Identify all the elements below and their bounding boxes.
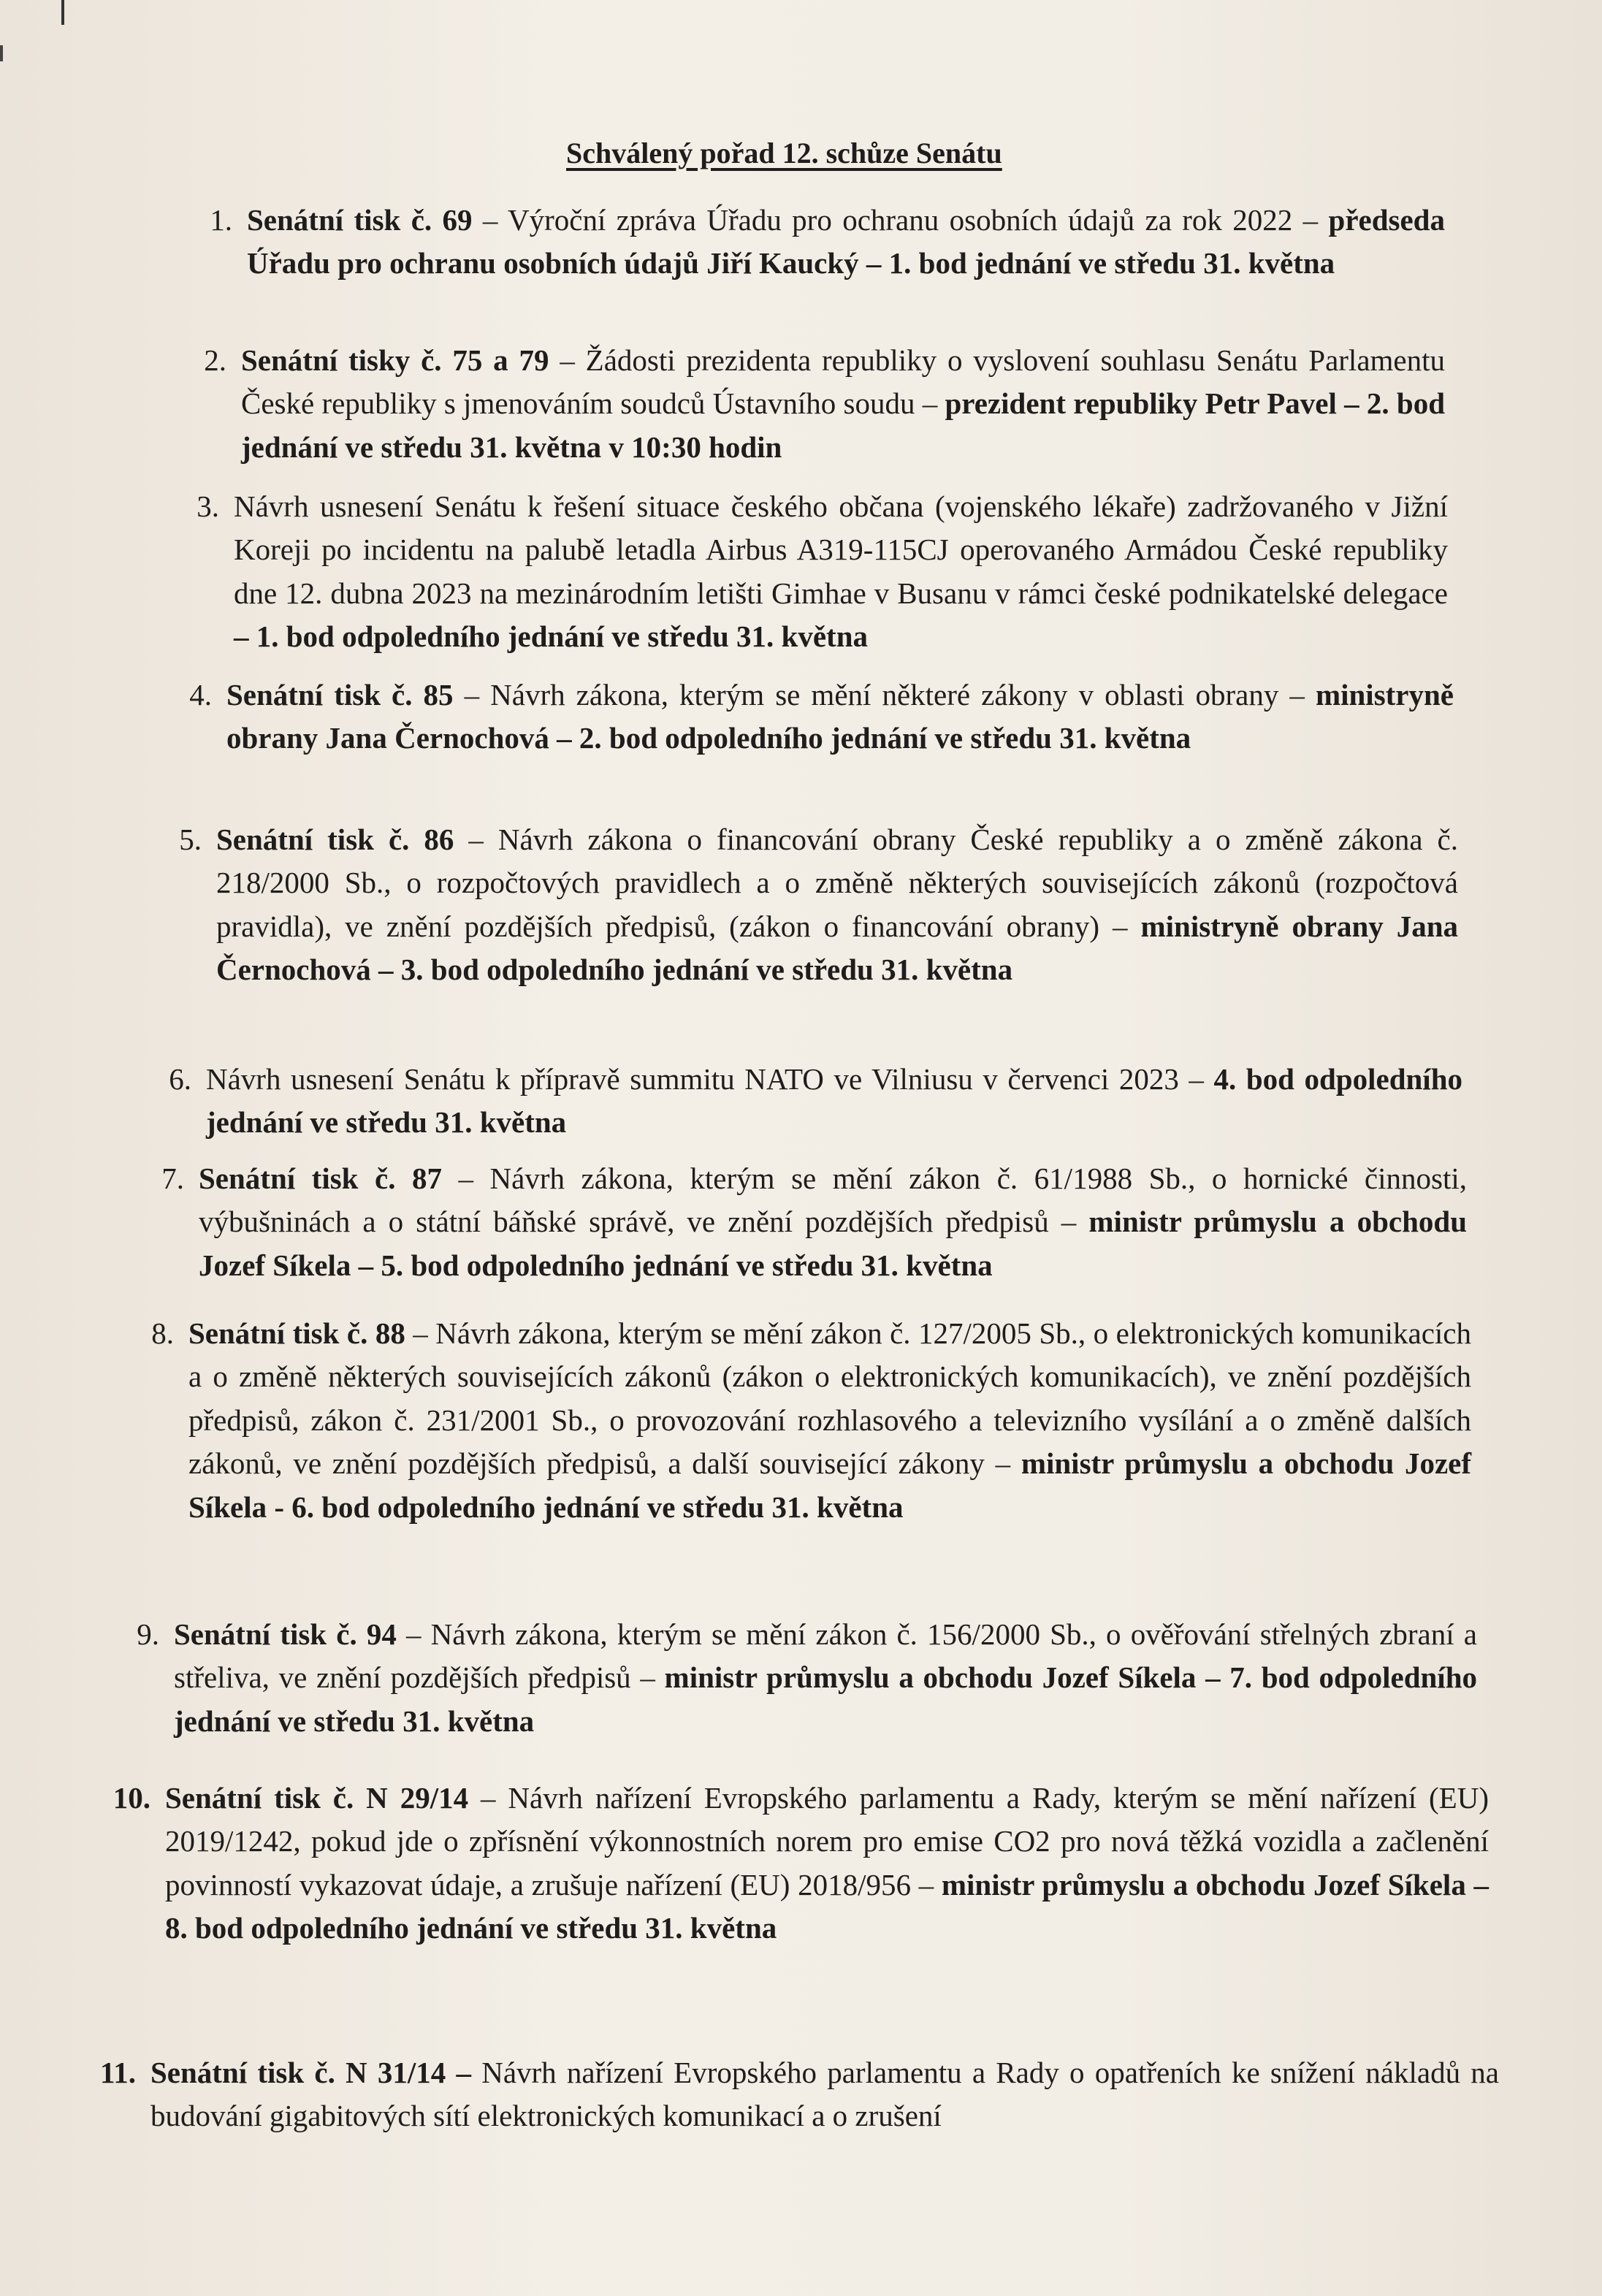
- item-text: [165, 1777, 1489, 1950]
- item-presenter: předseda Úřadu pro ochranu osobních údajů Jiří Kaucký – 1. bod jednání ve středu 31. května: [247, 203, 1445, 281]
- item-number: 9.: [137, 1617, 159, 1651]
- agenda-item-1: [210, 199, 1445, 286]
- item-presenter: ministryně obrany Jana Černochová – 2. bod odpoledního jednání ve středu 31. května: [226, 678, 1454, 755]
- item-description: – Návrh nařízení Evropského parlamentu a Rady, kterým se mění nařízení (EU) 2019/1242, pokud jde o zpřísnění výkonnostních norem pro emise CO2 pro nová těžká vozidla a začlenění povinností vykazovat údaje, a zrušuje nařízení (EU) 2018/956 –: [165, 1781, 1489, 1902]
- item-number: 3.: [197, 489, 219, 523]
- item-text: [226, 674, 1454, 760]
- agenda-item-3: [197, 485, 1448, 659]
- item-presenter: ministr průmyslu a obchodu Jozef Síkela - 6. bod odpoledního jednání ve středu 31. května: [188, 1446, 1471, 1524]
- item-number: 11.: [100, 2056, 136, 2089]
- item-presenter: prezident republiky Petr Pavel – 2. bod jednání ve středu 31. května v 10:30 hodin: [241, 386, 1445, 464]
- item-description: – Žádosti prezidenta republiky o vyslovení souhlasu Senátu Parlamentu České republiky s jmenováním soudců Ústavního soudu –: [241, 343, 1445, 421]
- item-description: – Návrh zákona o financování obrany České republiky a o změně zákona č. 218/2000 Sb., o rozpočtových pravidlech a o změně některých souvisejících zákonů (rozpočtová pravidla), ve znění pozdějších předpisů, (zákon o financování obrany) –: [216, 823, 1458, 943]
- print-reference: Senátní tisk č. 69: [247, 203, 473, 237]
- agenda-item-11: [100, 2051, 1499, 2138]
- item-presenter: 4. bod odpoledního jednání ve středu 31. května: [206, 1062, 1462, 1140]
- agenda-item-6: [169, 1058, 1462, 1145]
- item-number: 5.: [179, 823, 202, 856]
- print-reference: Senátní tisk č. 86: [216, 823, 454, 856]
- item-text: [247, 199, 1445, 286]
- item-number: 4.: [189, 678, 212, 712]
- item-number: 7.: [161, 1162, 184, 1195]
- item-number: 6.: [169, 1062, 191, 1096]
- item-presenter: ministryně obrany Jana Černochová – 3. bod odpoledního jednání ve středu 31. května: [216, 909, 1458, 987]
- print-reference: Senátní tisk č. N 29/14: [165, 1781, 469, 1815]
- item-description: Návrh usnesení Senátu k přípravě summitu NATO ve Vilniusu v červenci 2023 –: [206, 1062, 1214, 1096]
- print-reference: Senátní tisk č. 88: [188, 1316, 405, 1350]
- item-text: [216, 818, 1458, 992]
- item-presenter: ministr průmyslu a obchodu Jozef Síkela – 5. bod odpoledního jednání ve středu 31. května: [199, 1205, 1467, 1282]
- item-description: – Návrh zákona, kterým se mění zákon č. 127/2005 Sb., o elektronických komunikacích a o změně některých souvisejících zákonů (zákon o elektronických komunikacích), ve znění pozdějších předpisů, zákon č. 231/2001 Sb., o provozování rozhlasového a televizního vysílání a o změně dalších zákonů, ve znění pozdějších předpisů, a další související zákony –: [188, 1316, 1471, 1481]
- item-description: – Výroční zpráva Úřadu pro ochranu osobních údajů za rok 2022 –: [472, 203, 1329, 237]
- agenda-item-8: [151, 1312, 1471, 1529]
- agenda-item-4: [189, 674, 1454, 760]
- agenda-item-9: [137, 1613, 1477, 1743]
- item-text: [150, 2051, 1499, 2138]
- item-description: Návrh usnesení Senátu k řešení situace českého občana (vojenského lékaře) zadržovaného v Jižní Koreji po incidentu na palubě letadla Airbus A319-115CJ operovaného Armádou České republiky dne 12. dubna 2023 na mezinárodním letišti Gimhae v Busanu v rámci české podnikatelské delegace: [234, 489, 1448, 610]
- item-text: [199, 1157, 1467, 1287]
- item-number: 8.: [151, 1316, 174, 1350]
- item-text: [234, 485, 1448, 659]
- item-description: Návrh nařízení Evropského parlamentu a Rady o opatřeních ke snížení nákladů na budování gigabitových sítí elektronických komunikací a o zrušení: [150, 2056, 1499, 2133]
- item-number: 10.: [112, 1781, 150, 1815]
- item-description: – Návrh zákona, kterým se mění některé zákony v oblasti obrany –: [453, 678, 1316, 712]
- print-reference: Senátní tisky č. 75 a 79: [241, 343, 549, 377]
- item-text: [188, 1312, 1471, 1529]
- page-title: Schválený pořad 12. schůze Senátu: [566, 137, 1002, 169]
- item-number: 1.: [210, 203, 232, 237]
- agenda-item-10: [112, 1777, 1490, 1950]
- print-reference: Senátní tisk č. 94: [174, 1617, 397, 1651]
- agenda-item-5: [179, 818, 1458, 992]
- item-presenter: ministr průmyslu a obchodu Jozef Síkela – 8. bod odpoledního jednání ve středu 31. května: [165, 1867, 1490, 1945]
- print-reference: Senátní tisk č. N 31/14 –: [150, 2056, 471, 2089]
- item-text: [174, 1613, 1477, 1743]
- item-presenter: ministr průmyslu a obchodu Jozef Síkela – 7. bod odpoledního jednání ve středu 31. května: [174, 1660, 1477, 1738]
- item-number: 2.: [204, 343, 226, 377]
- item-presenter: – 1. bod odpoledního jednání ve středu 31. května: [234, 619, 869, 654]
- item-description: – Návrh zákona, kterým se mění zákon č. 156/2000 Sb., o ověřování střelných zbraní a střeliva, ve znění pozdějších předpisů –: [174, 1617, 1477, 1695]
- agenda-item-2: [204, 339, 1445, 469]
- item-description: – Návrh zákona, kterým se mění zákon č. 61/1988 Sb., o hornické činnosti, výbušninách a o státní báňské správě, ve znění pozdějších předpisů –: [199, 1162, 1468, 1239]
- item-text: [206, 1058, 1462, 1145]
- item-text: [241, 339, 1445, 469]
- print-reference: Senátní tisk č. 87: [199, 1162, 442, 1195]
- print-reference: Senátní tisk č. 85: [226, 678, 454, 712]
- agenda-item-7: [161, 1157, 1468, 1287]
